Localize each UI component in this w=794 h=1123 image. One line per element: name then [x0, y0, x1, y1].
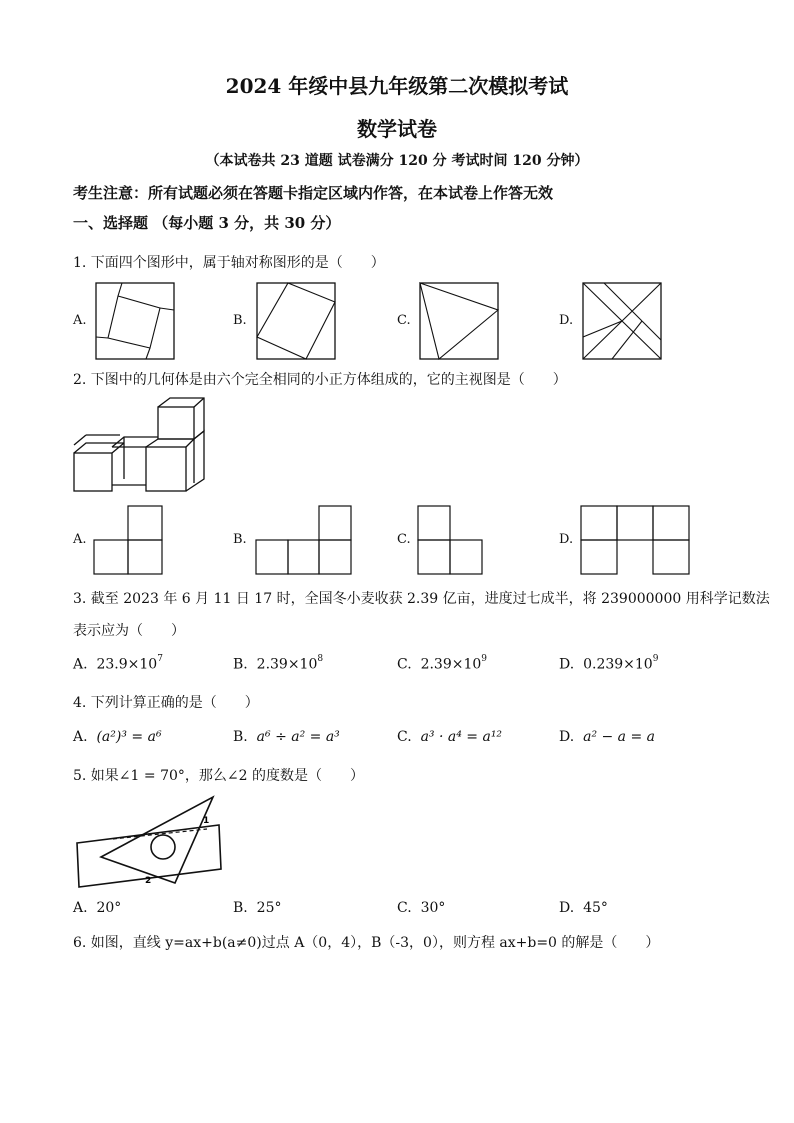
q3-stem-line2: 表示应为（ ） [73, 623, 185, 639]
q6-stem: 6. 如图，直线 y=ax+b(a≠0)过点 A（0，4），B（-3，0），则方程 ax+b=0 的解是（ ） [73, 935, 660, 951]
exam-info: （本试卷共 23 道题 试卷满分 120 分 考试时间 120 分钟） [205, 153, 589, 169]
q2-view-a [93, 505, 165, 575]
q3-option-c: C. $2.39\times 10^9$ [397, 654, 488, 673]
q5-option-d: D. 45° [559, 900, 608, 916]
q2-label-d: D. [559, 532, 574, 547]
exam-subtitle: 数学试卷 [357, 117, 437, 141]
q4-option-a: A. (a²)³ = a⁶ [73, 729, 162, 745]
q1-label-b: B. [233, 313, 247, 328]
q2-label-c: C. [397, 532, 411, 547]
q3-option-b: B. $2.39\times 10^8$ [233, 654, 324, 673]
exam-notice: 考生注意：所有试题必须在答题卡指定区域内作答，在本试卷上作答无效 [73, 184, 554, 202]
q2-label-a: A. [73, 532, 87, 547]
q5-ruler-triangle-figure [75, 795, 225, 890]
q3-option-d: D. $0.239\times 10^9$ [559, 654, 659, 673]
q2-view-b [255, 505, 355, 575]
q2-stem: 2. 下图中的几何体是由六个完全相同的小正方体组成的，它的主视图是（ ） [73, 372, 567, 388]
q1-label-d: D. [559, 313, 574, 328]
q5-option-a: A. 20° [73, 900, 122, 916]
q5-stem: 5. 如果∠1 = 70°，那么∠2 的度数是（ ） [73, 768, 364, 784]
q1-figure-d [582, 282, 662, 360]
q1-stem: 1. 下面四个图形中，属于轴对称图形的是（ ） [73, 255, 385, 271]
q2-cube-solid [72, 397, 207, 493]
q2-view-c [417, 505, 487, 575]
q1-figure-b [256, 282, 336, 360]
q4-option-c: C. a³ · a⁴ = a¹² [397, 729, 503, 745]
q2-view-d [580, 505, 692, 575]
exam-title: 2024 年绥中县九年级第二次模拟考试 [225, 74, 569, 98]
q1-label-c: C. [397, 313, 411, 328]
q5-option-b: B. 25° [233, 900, 282, 916]
q3-option-a: A. $23.9\times 10^7$ [73, 654, 163, 673]
section-heading: 一、选择题 （每小题 3 分，共 30 分） [73, 214, 341, 232]
q5-angle2-label: 2 [145, 876, 152, 886]
q1-figure-c [419, 282, 499, 360]
q4-option-b: B. a⁶ ÷ a² = a³ [233, 729, 340, 745]
q1-figure-a [95, 282, 175, 360]
q3-stem-line1: 3. 截至 2023 年 6 月 11 日 17 时，全国冬小麦收获 2.39 亿亩，进度过七成半，将 239000000 用科学记数法 [73, 591, 770, 607]
q4-option-d: D. a² − a = a [559, 729, 656, 745]
q5-angle1-label: 1 [203, 816, 210, 826]
q1-label-a: A. [73, 313, 87, 328]
q5-option-c: C. 30° [397, 900, 446, 916]
q2-label-b: B. [233, 532, 247, 547]
q4-stem: 4. 下列计算正确的是（ ） [73, 695, 259, 711]
